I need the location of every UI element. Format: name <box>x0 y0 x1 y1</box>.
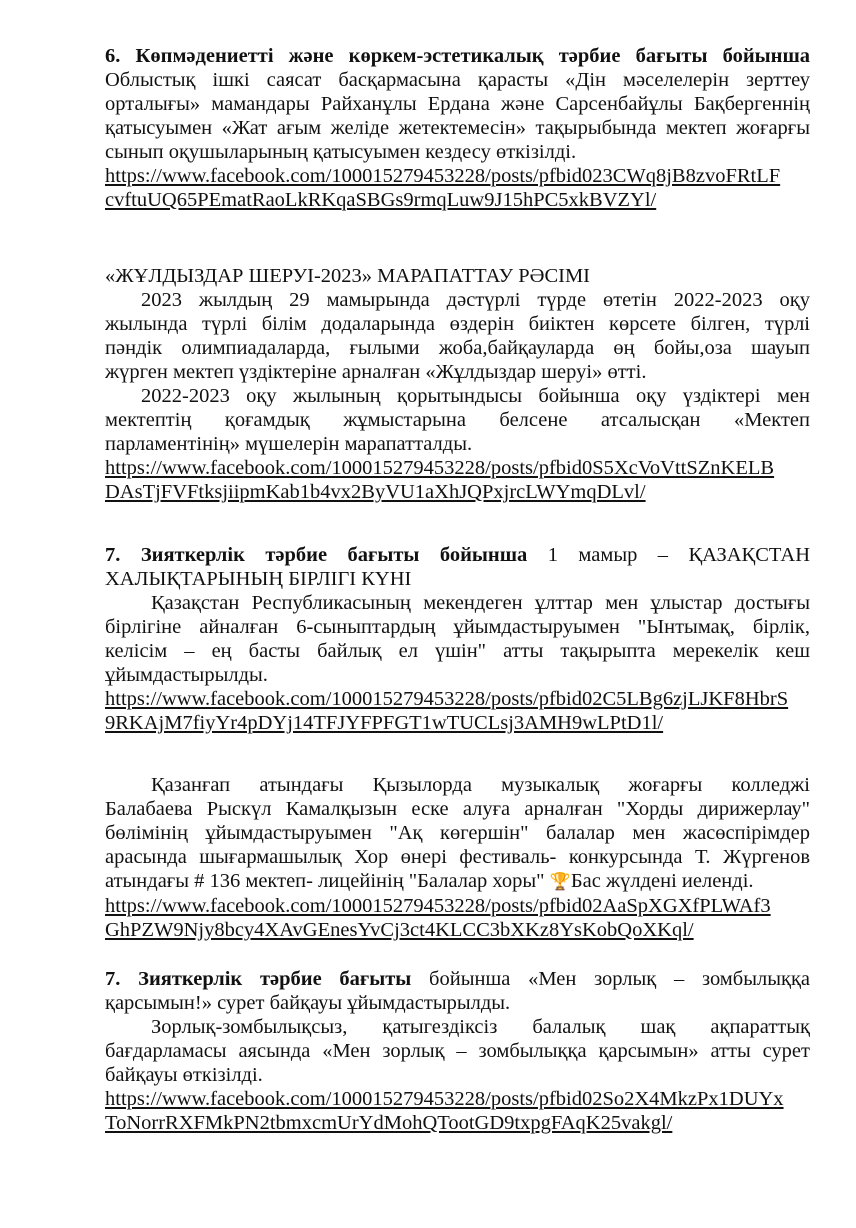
section-7-title-rest: 1 мамыр – ҚАЗАҚСТАН <box>527 544 810 566</box>
paragraph-line: 2022-2023 оқу жылының қорытындысы бойынша оқу үздіктері мен <box>141 385 810 407</box>
paragraph-line: жылында түрлі білім додаларында өздерін биіктен көрсете білген, түрлі <box>105 313 810 335</box>
facebook-link-4-line-2[interactable]: GhPZW9Njy8bcy4XAvGEnesYvCj3ct4KLCC3bXKz8YsKobQoXKql/ <box>105 919 694 941</box>
section-7b-title-bold: Зияткерлік тәрбие бағыты <box>138 968 412 990</box>
section-7-title-line-2: ХАЛЫҚТАРЫНЫҢ БІРЛІГІ КҮНІ <box>105 568 412 590</box>
section-7-title-bold: Зияткерлік тәрбие бағыты бойынша <box>140 544 528 566</box>
paragraph-line: бағдарламасы аясында «Мен зорлық – зомбылыққа қарсымын» атты сурет <box>105 1040 810 1062</box>
section-6-title: Көпмәдениетті және көркем-эстетикалық тәрбие бағыты бойынша <box>135 45 810 67</box>
paragraph-line: парламентінің» мүшелерін марапатталды. <box>105 433 473 455</box>
facebook-link-4-line-1[interactable]: https://www.facebook.com/100015279453228/posts/pfbid02AaSpXGXfPLWAf3 <box>105 895 771 917</box>
paragraph-line: 2023 жылдың 29 мамырында дәстүрлі түрде өтетін 2022-2023 оқу <box>141 289 810 311</box>
paragraph-line: бірлігіне айналған 6-сыныптардың ұйымдастыруымен "Ынтымақ, бірлік, <box>105 616 810 638</box>
paragraph-line: ұйымдастырылды. <box>105 664 268 686</box>
paragraph-line: арасында шығармашылық Хор өнері фестиваль- конкурсында Т. Жүргенов <box>105 846 810 868</box>
paragraph-line: орталығы» мамандары Райханұлы Ердана және Сарсенбайұлы Бақбергеннің <box>105 93 810 115</box>
section-7-number: 7. <box>105 544 121 566</box>
trophy-icon: 🏆 <box>549 872 571 891</box>
facebook-link-5-line-1[interactable]: https://www.facebook.com/100015279453228/posts/pfbid02So2X4MkzPx1DUYx <box>105 1088 784 1110</box>
paragraph-line: Қазақстан Республикасының мекендеген ұлттар мен ұлыстар достығы <box>151 592 810 614</box>
paragraph-line: келісім – ең басты байлық ел үшін" атты тақырыпта мерекелік кеш <box>105 640 810 662</box>
section-7-drawing-contest <box>105 967 810 1135</box>
paragraph-line: байқауы өткізілді. <box>105 1064 263 1086</box>
section-6-heading <box>105 44 810 68</box>
paragraph-line: Зорлық-зомбылықсыз, қатыгездіксіз балалық шақ ақпараттық <box>151 1016 810 1038</box>
facebook-link-3-line-2[interactable]: 9RKAjM7fiyYr4pDYj14TFJYFPFGT1wTUCLsj3AMH9wLPtD1l/ <box>105 712 664 734</box>
paragraph-line: сынып оқушыларының қатысуымен кездесу өткізілді. <box>105 141 577 163</box>
facebook-link-3-line-1[interactable]: https://www.facebook.com/100015279453228/posts/pfbid02C5LBg6zjLJKF8HbrS <box>105 688 789 710</box>
section-6-number: 6. <box>105 45 121 67</box>
paragraph-line: Қазанғап атындағы Қызылорда музыкалық жоғарғы колледжі <box>151 774 810 796</box>
paragraph-line: Балабаева Рыскүл Камалқызын еске алуға арналған "Хорды дирижерлау" <box>105 798 810 820</box>
facebook-link-2-line-1[interactable]: https://www.facebook.com/100015279453228/posts/pfbid0S5XcVoVttSZnKELB <box>105 457 775 479</box>
paragraph-line: бөлімінің ұйымдастыруымен "Ақ көгершін" балалар мен жасөспірімдер <box>105 822 810 844</box>
award-title: «ЖҰЛДЫЗДАР ШЕРУІ-2023» МАРАПАТТАУ РӘСІМІ <box>105 265 591 287</box>
award-section <box>105 264 810 504</box>
paragraph-line: Облыстық ішкі саясат басқармасына қарасты «Дін мәселелерін зерттеу <box>105 69 810 91</box>
paragraph-line: мектептің қоғамдық жұмыстарына белсене атсалысқан «Мектеп <box>105 409 810 431</box>
facebook-link-5-line-2[interactable]: ToNorrRXFMkPN2tbmxcmUrYdMohQTootGD9txpgFAqK25vakgl/ <box>105 1112 673 1134</box>
section-7b-heading <box>105 967 810 991</box>
choir-last-line-end: Бас жүлдені иеленді. <box>570 870 754 892</box>
choir-section <box>105 773 810 942</box>
paragraph-line: қатысуымен «Жат ағым желіде жетектемесін» тақырыбында мектеп жоғарғы <box>105 117 810 139</box>
facebook-link-1-line-2[interactable]: cvftuUQ65PEmatRaoLkRKqaSBGs9rmqLuw9J15hPC5xkBVZYl/ <box>105 189 657 211</box>
paragraph-line: пәндік олимпиадаларда, ғылыми жоба,байқауларда өң бойы,оза шауып <box>105 337 810 359</box>
section-6 <box>105 44 810 212</box>
section-7b-title-rest: бойынша «Мен зорлық – зомбылыққа <box>411 968 810 990</box>
section-7b-title-line-2: қарсымын!» сурет байқауы ұйымдастырылды. <box>105 992 511 1014</box>
section-7b-number: 7. <box>105 968 121 990</box>
paragraph-line <box>105 869 810 894</box>
section-7-heading <box>105 543 810 567</box>
facebook-link-1-line-1[interactable]: https://www.facebook.com/100015279453228/posts/pfbid023CWq8jB8zvoFRtLF <box>105 165 781 187</box>
section-7-unity-day <box>105 543 810 735</box>
paragraph-line: жүрген мектеп үздіктеріне арналған «Жұлдыздар шеруі» өтті. <box>105 361 647 383</box>
choir-last-line-text: атындағы # 136 мектеп- лицейінің "Балалар хоры" <box>105 870 550 892</box>
facebook-link-2-line-2[interactable]: DAsTjFVFtksjiipmKab1b4vx2ByVU1aXhJQPxjrcLWYmqDLvl/ <box>105 481 646 503</box>
